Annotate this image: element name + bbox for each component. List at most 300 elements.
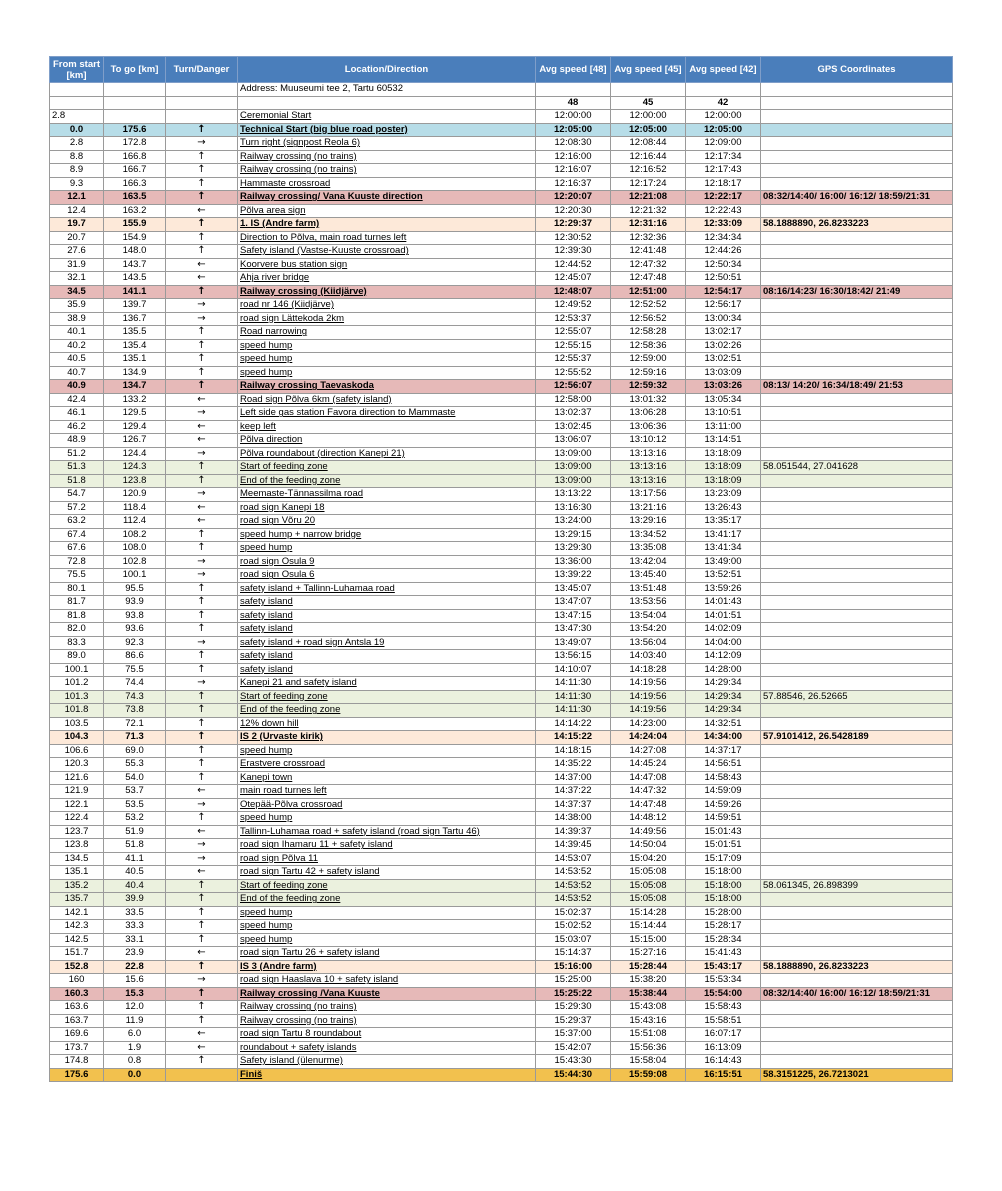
cell-speed-45: 12:56:52 bbox=[611, 312, 686, 326]
cell-location: speed hump + narrow bridge bbox=[238, 528, 536, 542]
cell-location: Railway crossing (Kiidjärve) bbox=[238, 285, 536, 299]
arrow-up-icon: ↑ bbox=[166, 582, 238, 596]
cell-location: Road sign Põlva 6km (safety island) bbox=[238, 393, 536, 407]
cell-speed-42: 14:29:34 bbox=[686, 704, 761, 718]
arrow-left-icon: ← bbox=[166, 420, 238, 434]
cell-from-start: 42.4 bbox=[50, 393, 104, 407]
arrow-up-icon: ↑ bbox=[166, 1055, 238, 1069]
cell-to-go: 69.0 bbox=[104, 744, 166, 758]
cell-speed-48: 15:16:00 bbox=[536, 960, 611, 974]
table-row bbox=[50, 177, 953, 191]
cell-speed-45: 13:06:36 bbox=[611, 420, 686, 434]
cell-from-start: 121.6 bbox=[50, 771, 104, 785]
cell-gps bbox=[761, 123, 953, 137]
cell-speed-48: 14:37:00 bbox=[536, 771, 611, 785]
cell-location: speed hump bbox=[238, 542, 536, 556]
cell-speed-45: 13:21:16 bbox=[611, 501, 686, 515]
cell-from-start: 169.6 bbox=[50, 1028, 104, 1042]
cell-speed-45: 12:47:32 bbox=[611, 258, 686, 272]
cell-speed-42: 12:22:43 bbox=[686, 204, 761, 218]
cell-speed-48: 12:29:37 bbox=[536, 218, 611, 232]
arrow-left-icon: ← bbox=[166, 1028, 238, 1042]
cell-to-go: 148.0 bbox=[104, 245, 166, 259]
cell-from-start: 81.8 bbox=[50, 609, 104, 623]
cell-to-go: 53.2 bbox=[104, 812, 166, 826]
cell-speed-45: 15:05:08 bbox=[611, 866, 686, 880]
cell-speed-48: 13:39:22 bbox=[536, 569, 611, 583]
cell-speed-48: 15:29:37 bbox=[536, 1014, 611, 1028]
cell-speed-48: 12:55:07 bbox=[536, 326, 611, 340]
cell-to-go: 22.8 bbox=[104, 960, 166, 974]
cell-to-go: 134.7 bbox=[104, 380, 166, 394]
cell-location: 12% down hill bbox=[238, 717, 536, 731]
cell-speed-42: 13:14:51 bbox=[686, 434, 761, 448]
cell-location: roundabout + safety islands bbox=[238, 1041, 536, 1055]
arrow-up-icon: ↑ bbox=[166, 663, 238, 677]
cell-to-go: 86.6 bbox=[104, 650, 166, 664]
cell-speed-42: 14:29:34 bbox=[686, 690, 761, 704]
table-row bbox=[50, 488, 953, 502]
arrow-up-icon: ↑ bbox=[166, 528, 238, 542]
cell-gps bbox=[761, 501, 953, 515]
cell-to-go: 123.8 bbox=[104, 474, 166, 488]
cell-speed-42: 15:58:51 bbox=[686, 1014, 761, 1028]
cell-location: road sign Lättekoda 2km bbox=[238, 312, 536, 326]
cell-to-go: 33.3 bbox=[104, 920, 166, 934]
col-header-turn-danger: Turn/Danger bbox=[166, 57, 238, 83]
table-row bbox=[50, 83, 953, 97]
cell-to-go: 15.6 bbox=[104, 974, 166, 988]
cell-speed-45: 15:14:28 bbox=[611, 906, 686, 920]
cell-gps bbox=[761, 906, 953, 920]
cell-location: Tallinn-Luhamaa road + safety island (road sign Tartu 46) bbox=[238, 825, 536, 839]
cell-from-start: 160.3 bbox=[50, 987, 104, 1001]
cell-to-go: 126.7 bbox=[104, 434, 166, 448]
cell-from-start: 163.7 bbox=[50, 1014, 104, 1028]
cell-speed-48: 14:15:22 bbox=[536, 731, 611, 745]
cell-to-go: 155.9 bbox=[104, 218, 166, 232]
cell-speed-42: 14:12:09 bbox=[686, 650, 761, 664]
cell-from-start: 51.2 bbox=[50, 447, 104, 461]
cell-location: Railway crossing (no trains) bbox=[238, 150, 536, 164]
table-row bbox=[50, 960, 953, 974]
cell-gps bbox=[761, 893, 953, 907]
table-row bbox=[50, 312, 953, 326]
cell-gps bbox=[761, 488, 953, 502]
cell-from-start: 51.3 bbox=[50, 461, 104, 475]
table-row bbox=[50, 299, 953, 313]
cell-speed-45: 15:38:20 bbox=[611, 974, 686, 988]
cell-speed-48: 12:16:07 bbox=[536, 164, 611, 178]
cell-speed-45: 13:53:56 bbox=[611, 596, 686, 610]
cell-to-go: 124.4 bbox=[104, 447, 166, 461]
col-header-speed-42: Avg speed [42] bbox=[686, 57, 761, 83]
cell-from-start: 8.8 bbox=[50, 150, 104, 164]
cell-speed-42 bbox=[686, 83, 761, 97]
col-header-gps: GPS Coordinates bbox=[761, 57, 953, 83]
cell-speed-48: 14:53:52 bbox=[536, 893, 611, 907]
table-row bbox=[50, 731, 953, 745]
arrow-up-icon: ↑ bbox=[166, 744, 238, 758]
table-row bbox=[50, 933, 953, 947]
cell-speed-45: 12:58:28 bbox=[611, 326, 686, 340]
table-row bbox=[50, 839, 953, 853]
cell-speed-42: 15:43:17 bbox=[686, 960, 761, 974]
cell-gps: 08:13/ 14:20/ 16:34/18:49/ 21:53 bbox=[761, 380, 953, 394]
arrow-up-icon: ↑ bbox=[166, 609, 238, 623]
table-row bbox=[50, 582, 953, 596]
table-row bbox=[50, 1055, 953, 1069]
cell-speed-45: 12:41:48 bbox=[611, 245, 686, 259]
cell-to-go bbox=[104, 110, 166, 124]
cell-location: road sign Osula 6 bbox=[238, 569, 536, 583]
cell-to-go: 93.9 bbox=[104, 596, 166, 610]
cell-gps bbox=[761, 852, 953, 866]
cell-speed-45: 13:13:16 bbox=[611, 461, 686, 475]
cell-location: Address: Muuseumi tee 2, Tartu 60532 bbox=[238, 83, 536, 97]
cell-from-start: 100.1 bbox=[50, 663, 104, 677]
arrow-up-icon: ↑ bbox=[166, 177, 238, 191]
cell-to-go: 163.5 bbox=[104, 191, 166, 205]
cell-from-start: 72.8 bbox=[50, 555, 104, 569]
table-row bbox=[50, 137, 953, 151]
cell-from-start: 46.2 bbox=[50, 420, 104, 434]
arrow-up-icon: ↑ bbox=[166, 960, 238, 974]
table-row bbox=[50, 1014, 953, 1028]
cell-location: road sign Ihamaru 11 + safety island bbox=[238, 839, 536, 853]
cell-from-start: 8.9 bbox=[50, 164, 104, 178]
table-row bbox=[50, 420, 953, 434]
cell-to-go: 129.4 bbox=[104, 420, 166, 434]
cell-speed-48: 13:36:00 bbox=[536, 555, 611, 569]
cell-speed-42: 13:02:17 bbox=[686, 326, 761, 340]
cell-location: Erastvere crossroad bbox=[238, 758, 536, 772]
cell-to-go: 33.1 bbox=[104, 933, 166, 947]
cell-speed-48: 14:14:22 bbox=[536, 717, 611, 731]
arrow-up-icon: ↑ bbox=[166, 353, 238, 367]
cell-location: Railway crossing (no trains) bbox=[238, 1014, 536, 1028]
cell-speed-42: 16:15:51 bbox=[686, 1068, 761, 1082]
table-row bbox=[50, 987, 953, 1001]
cell-gps bbox=[761, 825, 953, 839]
cell-to-go: 112.4 bbox=[104, 515, 166, 529]
cell-speed-48: 15:42:07 bbox=[536, 1041, 611, 1055]
cell-speed-48: 15:25:22 bbox=[536, 987, 611, 1001]
cell-to-go: 39.9 bbox=[104, 893, 166, 907]
cell-location: Safety island (ülenurme) bbox=[238, 1055, 536, 1069]
cell-speed-42: 14:01:43 bbox=[686, 596, 761, 610]
cell-location: Left side gas station Favora direction to Mammaste bbox=[238, 407, 536, 421]
arrow-up-icon: ↑ bbox=[166, 650, 238, 664]
table-row bbox=[50, 434, 953, 448]
cell-speed-45: 15:58:04 bbox=[611, 1055, 686, 1069]
table-row bbox=[50, 623, 953, 637]
arrow-up-icon: ↑ bbox=[166, 623, 238, 637]
cell-speed-42: 15:28:17 bbox=[686, 920, 761, 934]
cell-location: road sign Osula 9 bbox=[238, 555, 536, 569]
cell-location: safety island bbox=[238, 609, 536, 623]
cell-speed-48: 13:49:07 bbox=[536, 636, 611, 650]
cell-from-start: 122.4 bbox=[50, 812, 104, 826]
arrow-up-icon: ↑ bbox=[166, 542, 238, 556]
table-row bbox=[50, 785, 953, 799]
table-row bbox=[50, 825, 953, 839]
cell-gps bbox=[761, 299, 953, 313]
cell-gps bbox=[761, 1014, 953, 1028]
cell-speed-42: 13:41:34 bbox=[686, 542, 761, 556]
cell-speed-45: 12:31:16 bbox=[611, 218, 686, 232]
cell-speed-42: 14:29:34 bbox=[686, 677, 761, 691]
cell-gps bbox=[761, 407, 953, 421]
cell-speed-48: 13:16:30 bbox=[536, 501, 611, 515]
cell-location: keep left bbox=[238, 420, 536, 434]
cell-gps bbox=[761, 231, 953, 245]
cell-speed-45: 13:06:28 bbox=[611, 407, 686, 421]
cell-gps: 58.1888890, 26.8233223 bbox=[761, 218, 953, 232]
cell-speed-45: 15:27:16 bbox=[611, 947, 686, 961]
arrow-up-icon: ↑ bbox=[166, 150, 238, 164]
arrow-up-icon: ↑ bbox=[166, 1001, 238, 1015]
cell-to-go: 1.9 bbox=[104, 1041, 166, 1055]
cell-gps bbox=[761, 96, 953, 110]
cell-speed-45: 12:21:32 bbox=[611, 204, 686, 218]
cell-gps: 08:16/14:23/ 16:30/18:42/ 21:49 bbox=[761, 285, 953, 299]
cell-from-start: 142.3 bbox=[50, 920, 104, 934]
cell-speed-45: 12:59:32 bbox=[611, 380, 686, 394]
cell-location: Meemaste-Tännassilma road bbox=[238, 488, 536, 502]
cell-speed-45: 14:45:24 bbox=[611, 758, 686, 772]
cell-speed-48: 14:53:52 bbox=[536, 879, 611, 893]
cell-gps bbox=[761, 339, 953, 353]
cell-speed-42: 14:28:00 bbox=[686, 663, 761, 677]
table-row bbox=[50, 96, 953, 110]
cell-from-start: 101.3 bbox=[50, 690, 104, 704]
cell-to-go: 40.4 bbox=[104, 879, 166, 893]
cell-location: road sign Põlva 11 bbox=[238, 852, 536, 866]
cell-speed-45: 14:19:56 bbox=[611, 704, 686, 718]
cell-gps bbox=[761, 866, 953, 880]
cell-from-start: 134.5 bbox=[50, 852, 104, 866]
arrow-left-icon: ← bbox=[166, 947, 238, 961]
cell-location: road sign Haaslava 10 + safety island bbox=[238, 974, 536, 988]
cell-to-go: 93.8 bbox=[104, 609, 166, 623]
arrow-up-icon: ↑ bbox=[166, 366, 238, 380]
route-table bbox=[49, 56, 953, 1082]
cell-to-go: 11.9 bbox=[104, 1014, 166, 1028]
cell-speed-45: 14:49:56 bbox=[611, 825, 686, 839]
arrow-up-icon: ↑ bbox=[166, 380, 238, 394]
table-row bbox=[50, 947, 953, 961]
cell-speed-42: 13:03:09 bbox=[686, 366, 761, 380]
cell-gps bbox=[761, 366, 953, 380]
cell-speed-42: 16:13:09 bbox=[686, 1041, 761, 1055]
table-row bbox=[50, 515, 953, 529]
cell-speed-45: 14:24:04 bbox=[611, 731, 686, 745]
cell-speed-48: 13:09:00 bbox=[536, 461, 611, 475]
cell-speed-42: 13:41:17 bbox=[686, 528, 761, 542]
cell-from-start: 32.1 bbox=[50, 272, 104, 286]
cell-location: road sign Tartu 8 roundabout bbox=[238, 1028, 536, 1042]
cell-speed-48: 15:25:00 bbox=[536, 974, 611, 988]
cell-location: 1. IS (Andre farm) bbox=[238, 218, 536, 232]
cell-speed-48: 12:55:37 bbox=[536, 353, 611, 367]
cell-to-go: 72.1 bbox=[104, 717, 166, 731]
cell-from-start: 89.0 bbox=[50, 650, 104, 664]
cell-to-go: 0.0 bbox=[104, 1068, 166, 1082]
cell-speed-48: 13:56:15 bbox=[536, 650, 611, 664]
arrow-right-icon: → bbox=[166, 839, 238, 853]
cell-to-go: 143.7 bbox=[104, 258, 166, 272]
cell-location: Safety island (Vastse-Kuuste crossroad) bbox=[238, 245, 536, 259]
table-row bbox=[50, 110, 953, 124]
cell-speed-48: 14:11:30 bbox=[536, 690, 611, 704]
cell-location: Põlva area sign bbox=[238, 204, 536, 218]
cell-location: safety island bbox=[238, 663, 536, 677]
cell-speed-45: 13:10:12 bbox=[611, 434, 686, 448]
cell-speed-45: 12:58:36 bbox=[611, 339, 686, 353]
cell-from-start: 57.2 bbox=[50, 501, 104, 515]
cell-location: speed hump bbox=[238, 744, 536, 758]
cell-to-go: 54.0 bbox=[104, 771, 166, 785]
cell-gps bbox=[761, 623, 953, 637]
cell-to-go: 75.5 bbox=[104, 663, 166, 677]
table-row bbox=[50, 1041, 953, 1055]
cell-speed-42: 12:17:34 bbox=[686, 150, 761, 164]
arrow-left-icon: ← bbox=[166, 204, 238, 218]
arrow-left-icon: ← bbox=[166, 393, 238, 407]
cell-gps: 58.051544, 27.041628 bbox=[761, 461, 953, 475]
cell-speed-45: 12:52:52 bbox=[611, 299, 686, 313]
cell-speed-48: 14:39:45 bbox=[536, 839, 611, 853]
cell-speed-42: 13:18:09 bbox=[686, 447, 761, 461]
cell-speed-48: 12:48:07 bbox=[536, 285, 611, 299]
cell-speed-42: 14:04:00 bbox=[686, 636, 761, 650]
cell-speed-48: 13:02:45 bbox=[536, 420, 611, 434]
cell-speed-42: 15:18:00 bbox=[686, 893, 761, 907]
table-row bbox=[50, 893, 953, 907]
cell-speed-48: 15:37:00 bbox=[536, 1028, 611, 1042]
cell-speed-42: 15:01:51 bbox=[686, 839, 761, 853]
cell-speed-42: 14:37:17 bbox=[686, 744, 761, 758]
table-row bbox=[50, 704, 953, 718]
cell-speed-42: 13:52:51 bbox=[686, 569, 761, 583]
cell-speed-48: 15:02:52 bbox=[536, 920, 611, 934]
cell-location: Otepää-Põlva crossroad bbox=[238, 798, 536, 812]
cell-speed-48: 13:06:07 bbox=[536, 434, 611, 448]
cell-speed-42: 15:41:43 bbox=[686, 947, 761, 961]
cell-speed-45: 14:50:04 bbox=[611, 839, 686, 853]
arrow-up-icon: ↑ bbox=[166, 717, 238, 731]
cell-from-start: 31.9 bbox=[50, 258, 104, 272]
cell-gps bbox=[761, 569, 953, 583]
cell-gps bbox=[761, 245, 953, 259]
cell-location: Railway crossing (no trains) bbox=[238, 164, 536, 178]
cell-from-start: 122.1 bbox=[50, 798, 104, 812]
cell-speed-48: 14:11:30 bbox=[536, 677, 611, 691]
table-row bbox=[50, 501, 953, 515]
arrow-left-icon: ← bbox=[166, 434, 238, 448]
cell-speed-45: 13:13:16 bbox=[611, 474, 686, 488]
cell-speed-42: 15:18:00 bbox=[686, 879, 761, 893]
cell-from-start: 40.9 bbox=[50, 380, 104, 394]
table-row bbox=[50, 447, 953, 461]
cell-speed-45: 14:47:48 bbox=[611, 798, 686, 812]
arrow-up-icon: ↑ bbox=[166, 812, 238, 826]
cell-speed-42: 13:49:00 bbox=[686, 555, 761, 569]
cell-speed-45: 12:00:00 bbox=[611, 110, 686, 124]
cell-gps bbox=[761, 393, 953, 407]
arrow-left-icon: ← bbox=[166, 866, 238, 880]
cell-from-start: 120.3 bbox=[50, 758, 104, 772]
cell-speed-45: 12:51:00 bbox=[611, 285, 686, 299]
cell-speed-48: 14:35:22 bbox=[536, 758, 611, 772]
cell-speed-45: 13:42:04 bbox=[611, 555, 686, 569]
arrow-right-icon: → bbox=[166, 555, 238, 569]
cell-from-start: 135.2 bbox=[50, 879, 104, 893]
table-row bbox=[50, 906, 953, 920]
cell-gps bbox=[761, 650, 953, 664]
cell-from-start: 83.3 bbox=[50, 636, 104, 650]
arrow-right-icon: → bbox=[166, 312, 238, 326]
cell-gps bbox=[761, 312, 953, 326]
table-row bbox=[50, 812, 953, 826]
cell-gps bbox=[761, 326, 953, 340]
cell-speed-45: 15:04:20 bbox=[611, 852, 686, 866]
cell-gps bbox=[761, 771, 953, 785]
cell-from-start: 40.7 bbox=[50, 366, 104, 380]
cell-speed-42: 13:18:09 bbox=[686, 461, 761, 475]
cell-gps bbox=[761, 974, 953, 988]
col-header-from-start: From start [km] bbox=[50, 57, 104, 83]
cell-from-start: 27.6 bbox=[50, 245, 104, 259]
col-header-speed-48: Avg speed [48] bbox=[536, 57, 611, 83]
arrow-right-icon: → bbox=[166, 569, 238, 583]
cell-speed-42: 14:59:26 bbox=[686, 798, 761, 812]
cell-from-start: 40.1 bbox=[50, 326, 104, 340]
cell-speed-42: 12:54:17 bbox=[686, 285, 761, 299]
cell-to-go: 15.3 bbox=[104, 987, 166, 1001]
table-row bbox=[50, 191, 953, 205]
cell-location: Technical Start (big blue road poster) bbox=[238, 123, 536, 137]
table-row bbox=[50, 677, 953, 691]
cell-location: Kanepi 21 and safety island bbox=[238, 677, 536, 691]
cell-speed-42: 12:50:51 bbox=[686, 272, 761, 286]
arrow-up-icon: ↑ bbox=[166, 164, 238, 178]
cell-gps bbox=[761, 704, 953, 718]
cell-gps bbox=[761, 596, 953, 610]
table-row bbox=[50, 852, 953, 866]
cell-speed-42: 12:09:00 bbox=[686, 137, 761, 151]
cell-location: End of the feeding zone bbox=[238, 704, 536, 718]
cell-speed-42: 16:14:43 bbox=[686, 1055, 761, 1069]
cell-speed-42: 14:59:51 bbox=[686, 812, 761, 826]
table-row bbox=[50, 636, 953, 650]
cell-from-start: 173.7 bbox=[50, 1041, 104, 1055]
table-row bbox=[50, 326, 953, 340]
table-row bbox=[50, 1068, 953, 1082]
arrow-up-icon: ↑ bbox=[166, 920, 238, 934]
cell-speed-48: 12:44:52 bbox=[536, 258, 611, 272]
cell-gps bbox=[761, 83, 953, 97]
cell-from-start: 163.6 bbox=[50, 1001, 104, 1015]
cell-from-start: 80.1 bbox=[50, 582, 104, 596]
cell-speed-48: 15:29:30 bbox=[536, 1001, 611, 1015]
cell-speed-45: 15:38:44 bbox=[611, 987, 686, 1001]
cell-gps: 08:32/14:40/ 16:00/ 16:12/ 18:59/21:31 bbox=[761, 987, 953, 1001]
cell-speed-42: 13:59:26 bbox=[686, 582, 761, 596]
cell-speed-48: 14:53:07 bbox=[536, 852, 611, 866]
cell-to-go: 135.1 bbox=[104, 353, 166, 367]
